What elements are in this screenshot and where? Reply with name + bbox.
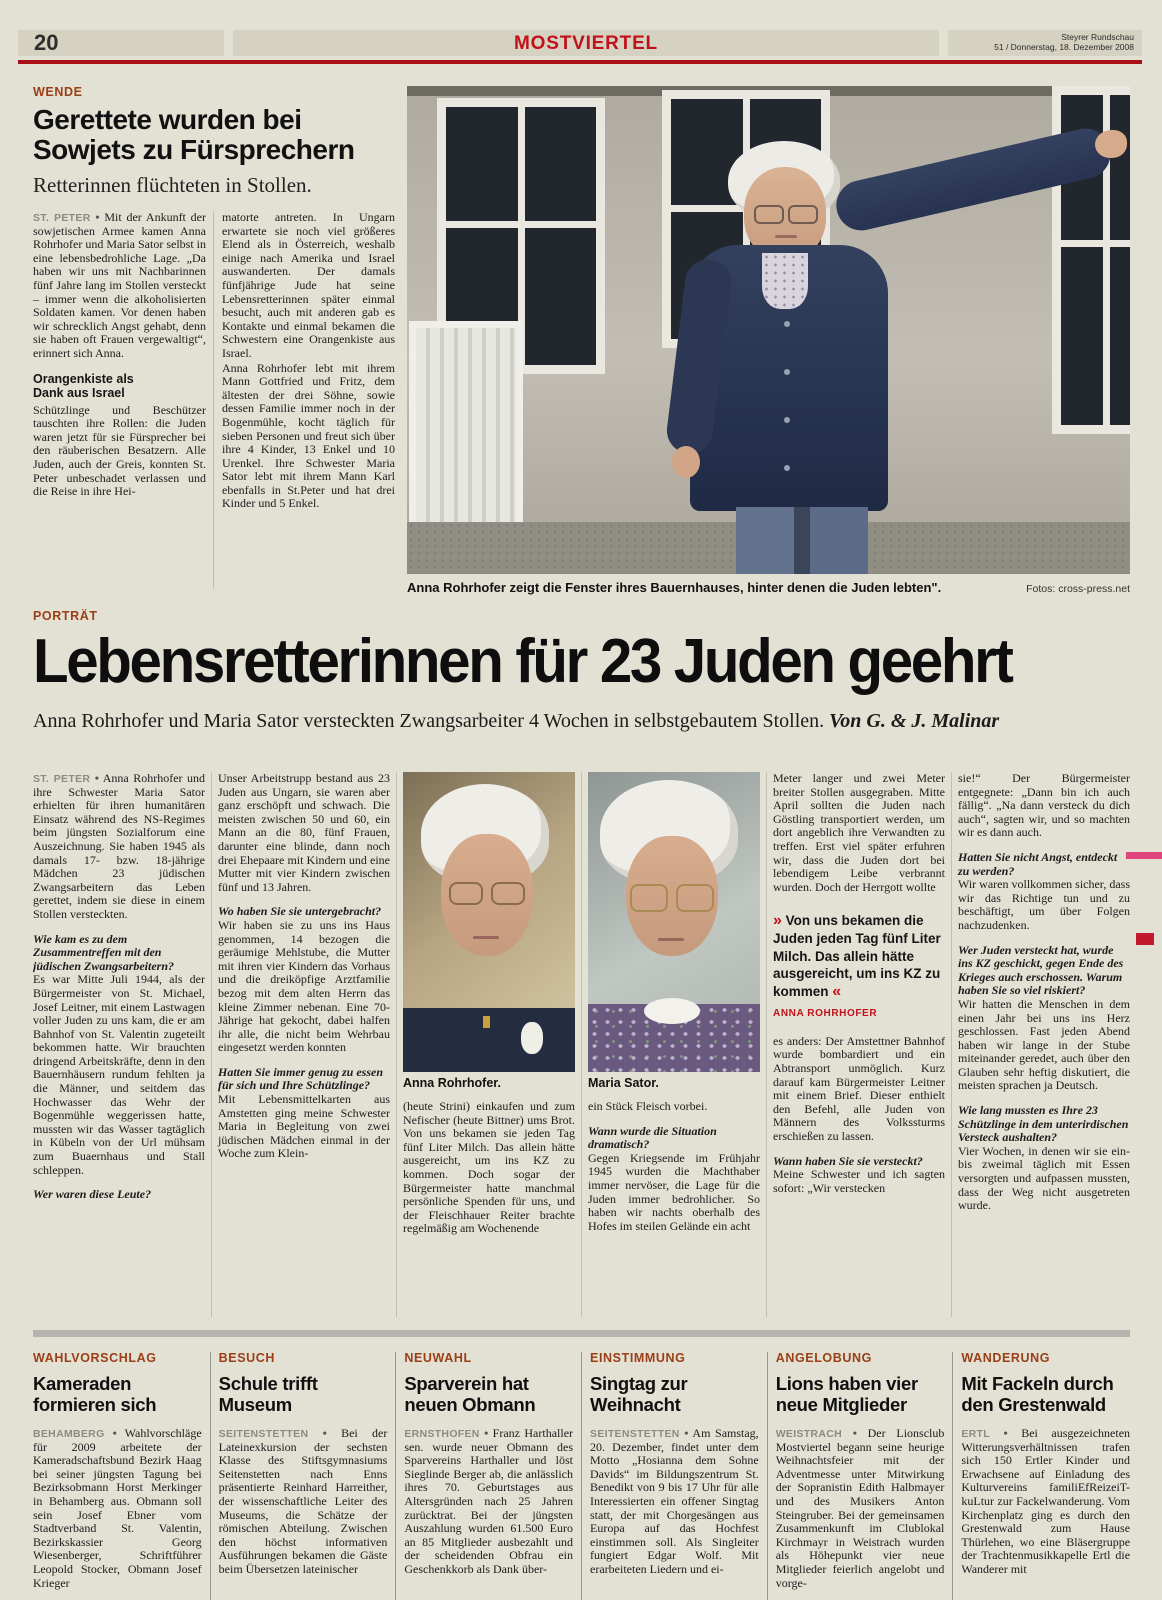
dateline-bullet: •	[112, 1426, 117, 1440]
body-paragraph	[404, 1427, 573, 1577]
dateline: SEITENSTETTEN	[218, 1428, 309, 1440]
white-collar	[644, 998, 700, 1024]
dateline-bullet: •	[484, 1426, 489, 1440]
dateline-bullet: •	[852, 1426, 857, 1440]
interview-answer: sie!“ Der Bürgermeister entgegnete: „Dann bin ich auch fällig“. „Na dann versteck du dich auch“, sagten wir, und so machten wir es dann auch.	[958, 772, 1130, 840]
pull-quote-attribution: ANNA ROHRHOFER	[773, 1007, 878, 1019]
figure-pointing-hand	[1095, 130, 1127, 158]
section-title: MOSTVIERTEL	[514, 32, 658, 54]
pull-quote-text	[773, 912, 945, 1001]
dateline: WEISTRACH	[775, 1428, 842, 1440]
article-headline: Lions haben vier neue Mitglieder	[775, 1373, 918, 1415]
bottom-article-angelobung	[767, 1352, 953, 1600]
article-kicker: ANGELOBUNG	[775, 1352, 872, 1365]
main-article-head	[33, 610, 1130, 733]
article-headline: Kameraden formieren sich	[33, 1373, 157, 1415]
glasses-icon	[788, 205, 818, 224]
dateline: SEITENSTETTEN	[590, 1428, 680, 1440]
figure-mouth	[775, 235, 797, 238]
body-paragraph	[33, 1427, 202, 1590]
main-column-3	[396, 772, 581, 1317]
figure-left-hand	[672, 446, 700, 478]
paragraph-text: Anna Rohrhofer und ihre Schwester Maria Sator erhielten für ihren humanitären Einsatz während des NS-Regimes beim jüngsten Sozialforum eine Auszeichnung. Sie haben 1945 als damals 17- bzw. 18-jährige Mädchen 23 jüdischen Zwangsarbeitern das Leben gerettet, indem sie diese in einem Stollen versteckten.	[33, 772, 205, 921]
interview-answer: Wir hatten die Menschen in dem einen Jahr bei uns ins Herz geschlossen. Fast jeden Abend haben wir lange in der Stube miteinander geredet, auch über den Glauben sehr heftig diskutiert, die meisten sprachen ja Deutsch.	[958, 996, 1130, 1093]
glasses-icon	[630, 884, 668, 912]
interview-answer: ein Stück Fleisch vorbei.	[588, 1099, 708, 1113]
main-column-5	[766, 772, 951, 1317]
top-story-column-1	[33, 211, 213, 589]
white-brooch	[521, 1022, 543, 1054]
interview-answer: Unser Arbeitstrupp bestand aus 23 Juden aus Ungarn, sie waren aber ganz erschöpft und schwach. Die meisten zwischen 50 und 60, ein Mann an die 80, fünf Frauen, darunter eine blinde, dann noch drei Ehepaare mit Kindern und eine Mutter mit vier Kindern zwischen fünf und 13 Jahren.	[218, 772, 390, 894]
photo-caption-row	[407, 580, 1130, 595]
section-band	[233, 30, 939, 56]
body-paragraph	[33, 211, 206, 361]
glasses-icon	[449, 882, 483, 905]
top-story-kicker: WENDE	[33, 85, 83, 99]
top-story-columns	[33, 211, 395, 589]
necklace-pendant	[483, 1016, 490, 1028]
glasses-icon	[754, 205, 784, 224]
interview-question: Hatten Sie nicht Angst, entdeckt zu werden?	[958, 849, 1118, 878]
interview-answer: Wir waren vollkommen sicher, dass wir das Richtige tun und zu beschäftigt, um über Folgen nachzudenken.	[958, 877, 1130, 932]
top-story-subhead: Retterinnen flüchteten in Stollen.	[33, 173, 312, 197]
masthead-info	[948, 30, 1142, 56]
body-paragraph	[776, 1427, 945, 1590]
portrait-caption-maria: Maria Sator.	[588, 1076, 659, 1090]
figure-legs	[736, 507, 868, 574]
paragraph-text: Bei ausgezeichneten Witterungsverhältnissen trafen sich 150 Ertler Kinder und Erwachsene auf Einladung des Kulturvereins familiEfReizeiT-kuLtur zur Fackelwanderung. Vom Kirchenplatz ging es durch den Grestenwald zum Hause Thürlehen, wo eine Bläsergruppe der Trachtenmusikkapelle Ertl die Wanderer mit	[961, 1426, 1130, 1576]
body-paragraph	[961, 1427, 1130, 1577]
interview-question: Wer waren diese Leute?	[33, 1187, 152, 1202]
paragraph-text: Am Samstag, 20. Dezember, findet unter dem Motto „Hosianna dem Sohne Davids“ im Bildungszentrum St. Benedikt von 9 bis 17 Uhr für alle Interessierten ein offener Singtag statt, der mit Chorgesängen aus Europa auf das Hochfest einstimmen soll. Als Singleiter fungiert Edgar Wolf. Mit erarbeiteten Liedern und ei-	[590, 1426, 759, 1576]
interview-answer: Vier Wochen, in denen wir sie ein- bis zweimal täglich mit Essen versorgten und aufpassen mussten, dass der Weg nicht ausgetreten wurde.	[958, 1143, 1130, 1213]
paragraph-text: Franz Harthaller sen. wurde neuer Obmann des Sparvereins Harthaller und löst Sieglinde Berger ab, die anlässlich ihres 70. Geburtstages aus Altersgründen nach 25 Jahren zurücktrat. Bei der jüngsten Auszahlung wurden 61.500 Euro an 85 Mitglieder ausbezahlt und der scheidenden Obfrau ein Geschenkkorb als Dank über-	[404, 1426, 574, 1576]
dateline-bullet: •	[684, 1426, 689, 1440]
interview-question: Wie kam es zu dem Zusammentreffen mit den jüdischen Zwangsarbeitern?	[33, 931, 175, 973]
masthead-issue-date: 51 / Donnerstag, 18. Dezember 2008	[994, 41, 1134, 52]
byline: Von G. & J. Malinar	[829, 710, 1000, 732]
article-kicker: WAHLVORSCHLAG	[33, 1352, 157, 1365]
interview-answer: Mit Lebensmittelkarten aus Amstetten ging meine Schwester Maria in Begleitung von zwei jüdischen Mädchen einmal in der Woche zum Klein-	[218, 1092, 390, 1161]
body-paragraph	[590, 1427, 759, 1577]
interview-answer: Meter langer und zwei Meter breiter Stollen ausgegraben. Mitte April sollten die Juden nach Göstling transportiert werden, um dort angeblich ihre Verwandten zu treffen. Erst viel später erfuhren wir, dass die Juden dort bei lebendigem Leibe verbrannt wurden. Doch der Herrgott wollte	[773, 772, 945, 894]
figure-mouth	[473, 936, 499, 939]
glasses-icon	[491, 882, 525, 905]
photo-caption: Anna Rohrhofer zeigt die Fenster ihres Bauernhauses, hinter denen die Juden lebten".	[407, 580, 942, 595]
bottom-articles	[33, 1352, 1130, 1600]
masthead-rule	[18, 60, 1142, 64]
page-number: 20	[34, 30, 59, 55]
interview-answer: Gegen Kriegsende im Frühjahr 1945 wurden die Machthaber immer nervöser, die Lage für die Juden immer bedrohlicher. So haben wir nachts oberhalb des Hofes im steilen Gelände ein acht	[588, 1150, 760, 1233]
article-headline: Singtag zur Weihnacht	[590, 1373, 688, 1415]
main-article-deck	[33, 709, 1130, 733]
interview-answer: Meine Schwester und ich sagten sofort: „Wir verstecken	[773, 1167, 945, 1195]
main-article-columns	[33, 772, 1130, 1317]
pull-quote	[773, 912, 945, 1019]
article-headline: Sparverein hat neuen Obmann	[404, 1373, 536, 1415]
main-article-headline: Lebensretterinnen für 23 Juden geehrt	[33, 627, 1012, 696]
body-paragraph	[33, 772, 205, 922]
interview-answer: (heute Strini) einkaufen und zum Nefischer (heute Bittner) ums Brot. Von uns bekamen sie jeden Tag fünf Liter Milch. Das allein hätte ausgereicht, um ins KZ zu kommen. Doch sogar der Bürgermeister hatte manchmal persönliche Spenden für uns, und der Fleischhauer Reiter brachte regelmäßig am Wochenende	[403, 1099, 575, 1236]
article-kicker: BESUCH	[218, 1352, 276, 1365]
body-paragraph: Schützlinge und Beschützer tauschten ihre Rollen: die Juden waren jetzt für sie Fürsprecher bei den räuberischen Besatzern. Alle Juden, auch der Greis, konnten St. Peter unbeschadet verlassen und die Reise in ihre Hei-	[33, 402, 206, 499]
portrait-caption-anna: Anna Rohrhofer.	[403, 1076, 501, 1090]
interview-question: Wer Juden versteckt hat, wurde ins KZ geschickt, gegen Ende des Krieges auch erschossen. Warum haben Sie so viel riskiert?	[958, 942, 1124, 998]
main-column-2	[211, 772, 396, 1317]
photo-credit: Fotos: cross-press.net	[1026, 583, 1130, 595]
dateline: ERNSTHOFEN	[404, 1428, 480, 1440]
interview-answer: es anders: Der Amstettner Bahnhof wurde bombardiert und ein Abtransport unmöglich. Kurz darauf kam Bürgermeister Leitner mit einem Brief. Dieser enthielt den Befehl, alle Juden von Männern des Volkssturms erschießen zu lassen.	[773, 1033, 945, 1143]
main-column-6	[951, 772, 1130, 1317]
dateline: ST. PETER	[33, 212, 91, 224]
top-story-column-2	[213, 211, 395, 589]
bottom-article-besuch	[210, 1352, 396, 1600]
dateline: ERTL	[961, 1428, 990, 1440]
interview-question: Wie lang mussten es Ihre 23 Schützlinge in dem unterirdischen Versteck aushalten?	[958, 1103, 1129, 1145]
interview-question: Hatten Sie immer genug zu essen für sich und Ihre Schützlinge?	[218, 1064, 384, 1093]
masthead	[18, 30, 1142, 56]
main-column-1	[33, 772, 211, 1317]
quote-text: Von uns bekamen die Juden jeden Tag fünf Liter Milch. Das allein hätte ausgereicht, um ins KZ zu kommen	[773, 913, 941, 999]
dateline-bullet: •	[1003, 1426, 1008, 1440]
bottom-article-einstimmung	[581, 1352, 767, 1600]
bottom-article-neuwahl	[395, 1352, 581, 1600]
figure-blouse	[762, 253, 808, 309]
quote-open-icon: »	[773, 912, 782, 930]
main-photo-block	[407, 86, 1130, 595]
dateline-bullet: •	[322, 1426, 327, 1440]
quote-close-icon: «	[832, 982, 842, 1000]
dateline: ST. PETER	[33, 773, 91, 785]
article-headline: Schule trifft Museum	[218, 1373, 318, 1415]
figure-buttons	[784, 321, 790, 471]
main-article-kicker: PORTRÄT	[33, 609, 98, 623]
section-divider	[33, 1330, 1130, 1337]
main-photo	[407, 86, 1130, 574]
figure-mouth	[658, 938, 684, 941]
paragraph-text: Wahlvorschläge für 2009 arbeitete der Kameradschaftsbund Bezirk Haag bei seiner jüngsten Tagung bei Bezirksobmann Horst Merkinger in Behamberg aus. Obmann soll sein Josef Ebner vom Stadtverband St. Valentin, Bezirkskassier Georg Wiesenberger, Schriftführer Leopold Stocker, Obmann Josef Krieger	[33, 1426, 202, 1590]
bottom-article-wahlvorschlag	[33, 1352, 210, 1600]
article-kicker: NEUWAHL	[404, 1352, 472, 1365]
registration-mark	[1136, 933, 1154, 945]
interview-question: Wann wurde die Situation dramatisch?	[588, 1123, 717, 1152]
top-story	[33, 86, 1130, 595]
paragraph-text: Bei der Lateinexkursion der sechsten Klasse des Stiftsgymnasiums Seitenstetten nach Enns präsentierte Reinhard Harreither, der wissenschaftliche Leiter des Museums, die Schätze der römischen Abteilung. Zwischen den höchst informativen Ausführungen bekamen die Gäste beim Übersetzen lateinischer	[218, 1426, 388, 1576]
article-kicker: WANDERUNG	[961, 1352, 1051, 1365]
top-story-headline: Gerettete wurden bei Sowjets zu Fürsprechern	[33, 104, 355, 165]
interview-question: Wann haben Sie sie versteckt?	[773, 1153, 923, 1168]
bottom-article-wanderung	[952, 1352, 1130, 1600]
interview-question: Wo haben Sie sie untergebracht?	[218, 904, 382, 919]
dateline-bullet: •	[95, 211, 100, 224]
main-column-4	[581, 772, 766, 1317]
portrait-photo-anna	[403, 772, 575, 1072]
masthead-paper-name: Steyrer Rundschau	[1061, 32, 1134, 42]
paragraph-text: Mit der Ankunft der sowjetischen Armee kamen Anna Rohrhofer und Maria Sator selbst in eine lebensbedrohliche Lage. „Da haben wir uns mit Nachbarinnen fünf Jahre lang im Stollen versteckt – immer wenn die alkoholisierten Soldaten kamen. Vor denen haben wir schrecklich Angst gehabt, denn sie haben oft Frauen vergewaltigt“, erinnert sich Anna.	[33, 211, 206, 360]
registration-mark	[1126, 852, 1162, 859]
top-story-text	[33, 86, 395, 595]
deck-text: Anna Rohrhofer und Maria Sator versteckten Zwangsarbeiter 4 Wochen in selbstgebautem Stollen.	[33, 710, 825, 732]
portrait-photo-maria	[588, 772, 760, 1072]
dateline: BEHAMBERG	[33, 1428, 105, 1440]
page-number-band	[18, 30, 224, 56]
glasses-icon	[676, 884, 714, 912]
interview-answer: Es war Mitte Juli 1944, als der Bürgermeister von St. Michael, Josef Leitner, mit einem Lastwagen voller Juden zu uns kam, die er am Bahnhof von St. Valentin zugeteilt bekommen hatte. Wir brauchten dringend Arbeitskräfte, denn in den Bauernhäusern rundum fehlten ja die Männer, und seitdem das Hochwasser das Wehr der Bogenmühle weggerissen hatte, mussten wir das Wasser tagtäglich in Kübeln von der Url mühsam zum Buaernhaus und Stall schleppen.	[33, 972, 205, 1177]
article-kicker: EINSTIMMUNG	[590, 1352, 686, 1365]
crosshead: Orangenkiste als Dank aus Israel	[33, 371, 134, 400]
article-headline: Mit Fackeln durch den Grestenwald	[961, 1373, 1114, 1415]
body-paragraph	[219, 1427, 388, 1577]
body-paragraph: matorte antreten. In Ungarn erwartete sie noch viel größeres Elend als in Österreich, weshalb einige nach Amerika und Israel auswanderten. Der damals fünfjährige Jude hat seine Lebensretterinnen später einmal besucht, auch mit anderen gab es Kontakte und einmal bekamen die Schwestern eine Orangenkiste aus Israel.	[222, 211, 395, 360]
paragraph-text: Der Lionsclub Mostviertel begann seine heurige Weihnachtsfeier mit der Adventmesse unter Mitwirkung der Sopranistin Edith Halbmayer und des Musikers Anton Steingruber. Bei der gemeinsamen Zusammenkunft im Clublokal Kirchmayr in Weistrach wurden als Höhepunkt vier neue Mitglieder feierlich angelobt und vorge-	[775, 1426, 945, 1590]
body-paragraph: Anna Rohrhofer lebt mit ihrem Mann Gottfried und Fritz, dem ältesten der drei Söhne, sowie dessen Familie immer noch in der Bogenmühle, kocht täglich für sieben Personen und freut sich über ihre 4 Kinder, 13 Enkel und 10 Urenkel. Ihre Schwester Maria Sator lebt mit ihrem Mann Karl ebenfalls in St.Peter und hat drei Kinder und 5 Enkel.	[222, 360, 395, 511]
interview-answer: Wir haben sie zu uns ins Haus genommen, 14 bezogen die geräumige Mehlstube, die Mutter mit ihren vier Kindern das Vorhaus und die dreiköpfige Arztfamilie bezog mit dem alten Herrn das kleine Zimmer nebenan. Eine 70-Jährige hat gekocht, dabei halfen ihr alle, die nicht beim Wehrbau eingesetzt werden konnten	[218, 917, 390, 1055]
dateline-bullet: •	[94, 772, 99, 785]
